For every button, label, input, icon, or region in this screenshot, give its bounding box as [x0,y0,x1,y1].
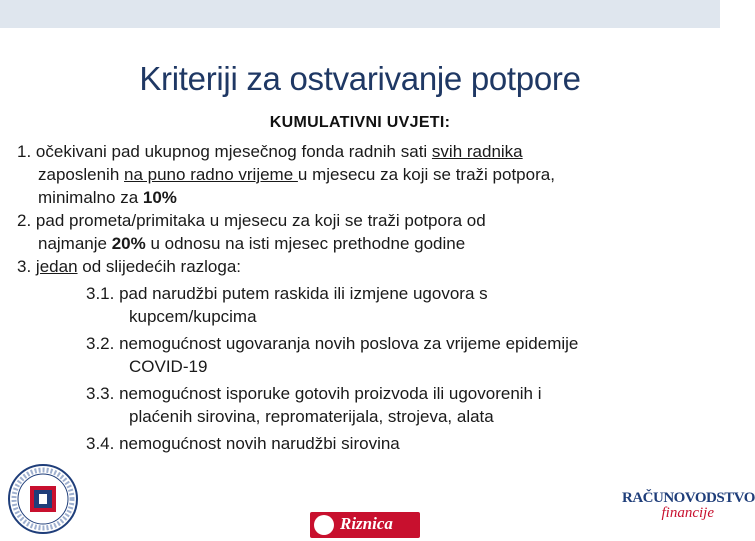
item-number: 3. [17,257,32,276]
item-text: u odnosu na isti mjesec prethodne godine [145,234,466,253]
item-number: 2. [17,211,32,230]
list-item-3 [17,255,707,278]
item-text: zaposlenih [38,165,125,184]
item-number: 3.1. [86,284,115,303]
association-logo-icon [0,462,86,536]
sub-item-3-1 [17,282,707,328]
item-number: 3.4. [86,434,115,453]
item-continuation [17,163,707,186]
logo-line-2: financije [661,505,714,521]
item-text: pad narudžbi putem raskida ili izmjene ugovora s [119,284,488,303]
top-band [0,0,720,28]
underlined-text: na puno radno vrijeme [124,165,298,184]
riznica-badge-icon [314,515,334,535]
item-continuation: plaćenih sirovina, repromaterijala, strojeva, alata [129,407,494,426]
riznica-logo-text: Riznica [340,514,393,533]
list-item-2 [17,209,707,255]
racunovodstvo-logo [622,490,755,532]
item-continuation [17,186,707,209]
item-continuation: COVID-19 [129,357,208,376]
sub-item-3-2 [17,332,707,378]
item-text: nemogućnost isporuke gotovih proizvoda ili ugovorenih i [119,384,542,403]
sub-item-3-4 [17,432,707,455]
item-text: u mjesecu za koji se traži potpora, [297,165,555,184]
item-text: minimalno za [38,188,143,207]
underlined-text: jedan [35,257,78,276]
item-continuation: kupcem/kupcima [129,307,257,326]
item-text: najmanje [38,234,112,253]
item-text: očekivani pad ukupnog mjesečnog fonda radnih sati [35,142,432,161]
item-number: 3.2. [86,334,115,353]
underlined-text: svih radnika [431,142,523,161]
bold-value: 20% [111,234,146,253]
riznica-logo [310,512,420,538]
association-logo [0,462,86,536]
bold-value: 10% [142,188,177,207]
criteria-list [17,140,707,455]
item-number: 1. [17,142,32,161]
item-text: od slijedećih razloga: [77,257,242,276]
item-text: pad prometa/primitaka u mjesecu za koji se traži potpora od [35,211,486,230]
sub-item-3-3 [17,382,707,428]
slide-subtitle: KUMULATIVNI UVJETI: [269,114,451,131]
item-text: nemogućnost novih narudžbi sirovina [119,434,400,453]
list-item-1 [17,140,707,209]
item-text: nemogućnost ugovaranja novih poslova za vrijeme epidemije [119,334,579,353]
item-number: 3.3. [86,384,115,403]
logo-line-1: RAČUNOVODSTVO [622,490,755,506]
slide-title: Kriteriji za ostvarivanje potpore [139,60,581,97]
item-continuation [17,232,707,255]
